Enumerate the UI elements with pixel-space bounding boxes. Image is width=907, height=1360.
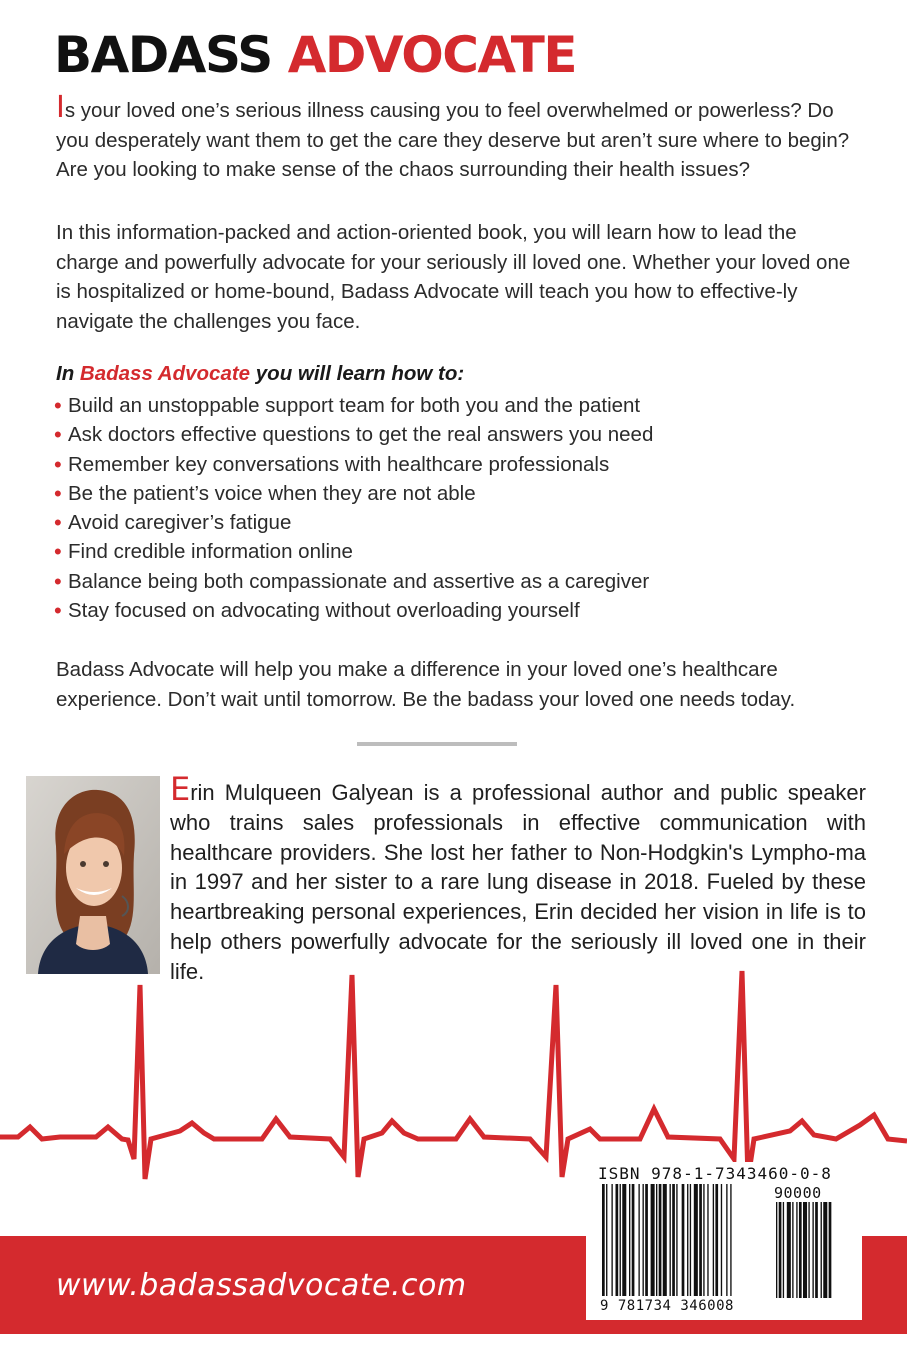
learn-book-name: Badass Advocate — [79, 362, 251, 385]
title-word-badass: BADASS — [54, 26, 272, 84]
closing-paragraph: Badass Advocate will help you make a difference in your loved one’s healthcare experience. Don’t wait until tomorrow. Be the badass your loved one needs today. — [56, 658, 796, 711]
list-item: • Build an unstoppable support team for both you and the patient — [54, 391, 653, 420]
ean-number: 9 781734 346008 — [600, 1298, 734, 1314]
author-portrait-icon — [26, 776, 160, 974]
bullet-icon: • — [54, 451, 62, 477]
price-code: 90000 — [774, 1184, 822, 1202]
intro-text: s your loved one’s serious illness causing you to feel overwhelmed or powerless? Do you desperately want them to get the care they deserve but aren’t sure where to begin? Are you looking to make sense of the chaos surrounding their health issues? — [56, 99, 850, 181]
list-item: • Balance being both compassionate and assertive as a caregiver — [54, 567, 653, 596]
learn-suffix: you will learn how to: — [250, 362, 465, 385]
list-item: • Find credible information online — [54, 537, 653, 566]
description-paragraph: In this information-packed and action-oriented book, you will learn how to lead the charge and powerfully advocate for your seriously ill loved one. Whether your loved one is hospitalized or home-bound, Badass Advocate will teach you how to effective-ly navigate the challenges you face. — [56, 221, 851, 333]
bullet-icon: • — [54, 480, 62, 506]
section-divider — [357, 742, 517, 746]
book-title — [54, 26, 577, 84]
author-bio — [170, 770, 866, 987]
bullet-icon: • — [54, 539, 62, 565]
bullet-icon: • — [54, 568, 62, 594]
bio-dropcap: E — [170, 770, 191, 808]
list-item: • Be the patient’s voice when they are not able — [54, 479, 653, 508]
isbn-label: ISBN 978-1-7343460-0-8 — [598, 1164, 832, 1183]
title-word-advocate: ADVOCATE — [287, 26, 577, 84]
learn-prefix: In — [56, 362, 80, 385]
bullet-icon: • — [54, 422, 62, 448]
list-item: • Remember key conversations with healthcare professionals — [54, 450, 653, 479]
bullet-icon: • — [54, 598, 62, 624]
learn-list — [54, 391, 653, 625]
intro-dropcap: I — [56, 90, 65, 125]
list-item: • Ask doctors effective questions to get the real answers you need — [54, 420, 653, 449]
bullet-icon: • — [54, 510, 62, 536]
barcode-icon — [600, 1184, 852, 1302]
bullet-icon: • — [54, 393, 62, 418]
author-photo — [26, 776, 160, 974]
heartbeat-line-icon — [0, 965, 907, 1195]
list-item: • Stay focused on advocating without overloading yourself — [54, 596, 653, 625]
website-url: www.badassadvocate.com — [56, 1268, 467, 1303]
list-item: • Avoid caregiver’s fatigue — [54, 508, 653, 537]
bio-text: rin Mulqueen Galyean is a professional author and public speaker who trains sales professionals in effective communication with healthcare providers. She lost her father to Non-Hodgkin's Lympho-ma in 1997 and her sister to a rare lung disease in 2018. Fueled by these heartbreaking personal experiences, Erin decided her vision in life is to help others powerfully advocate for the seriously ill loved one in their life. — [170, 780, 866, 984]
learn-heading — [56, 362, 464, 386]
intro-paragraph — [56, 90, 856, 185]
